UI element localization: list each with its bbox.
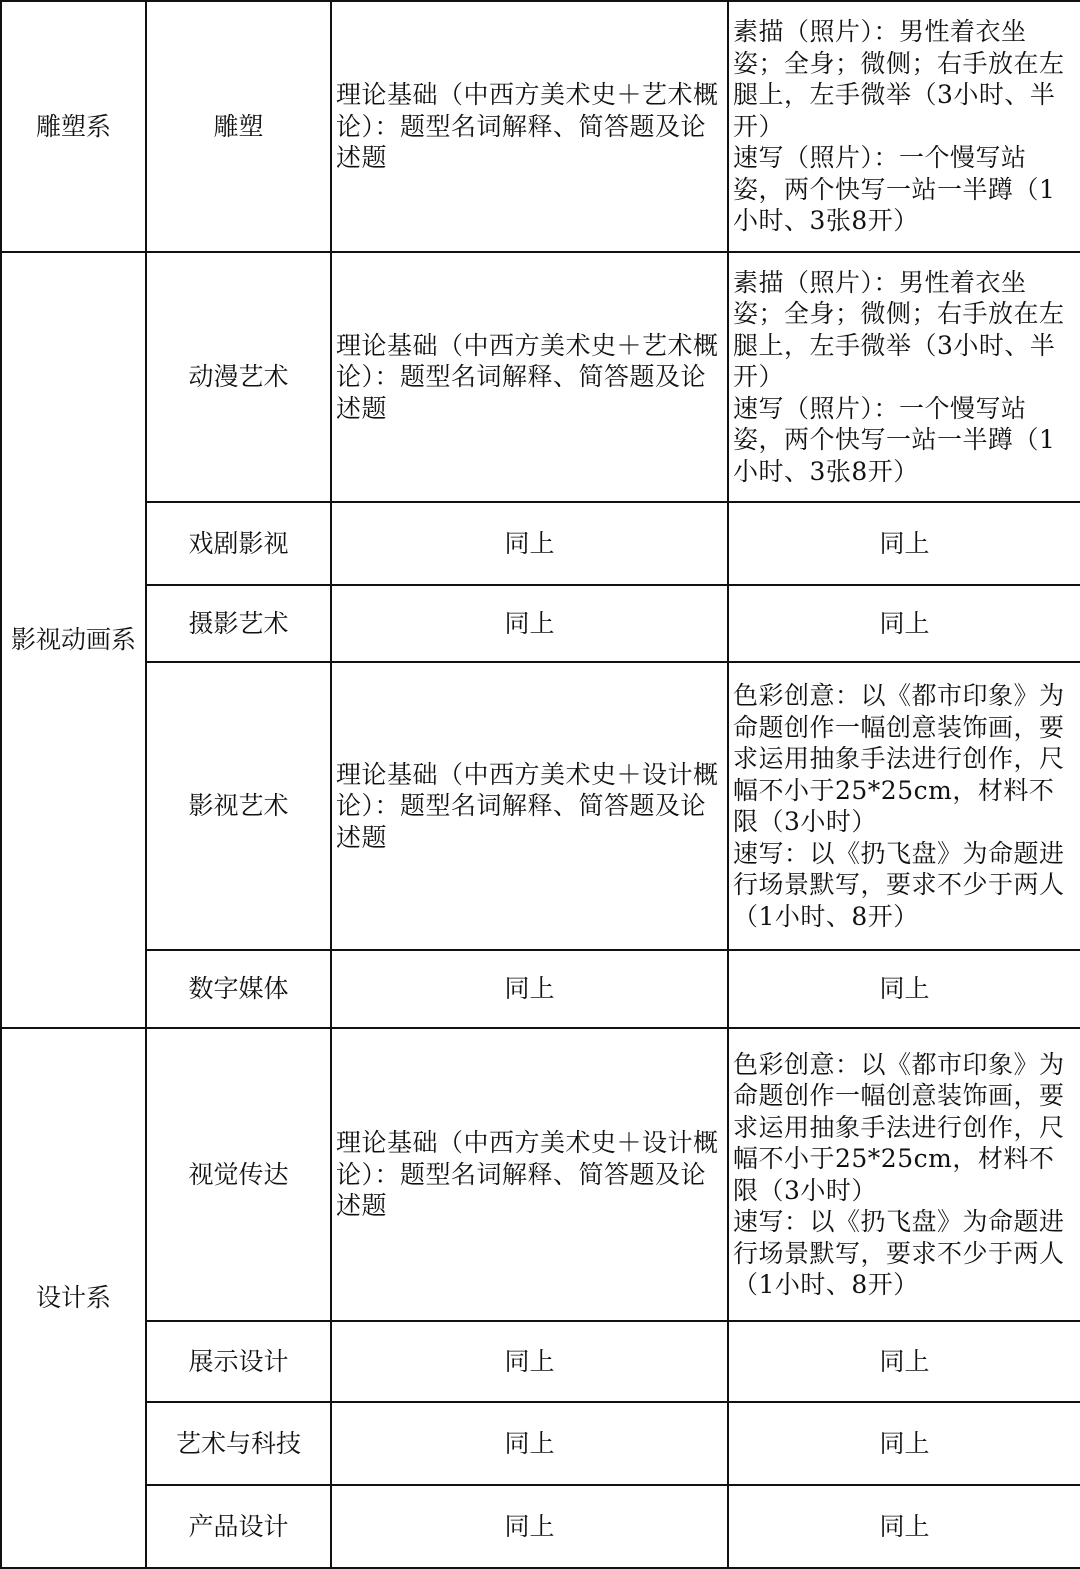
major-cell: 数字媒体 [146, 950, 331, 1028]
table-row [1, 585, 1080, 662]
exam-cell: 同上 [728, 1485, 1080, 1568]
table-row [1, 252, 1080, 502]
table-row [1, 1, 1080, 252]
exam-cell: 同上 [728, 1321, 1080, 1402]
exam-cell: 同上 [728, 585, 1080, 662]
major-cell: 戏剧影视 [146, 502, 331, 585]
exam-cell: 素描（照片）：男性着衣坐姿；全身；微侧；右手放在左腿上，左手微举（3小时、半开） 速写（照片）：一个慢写站姿，两个快写一站一半蹲（1小时、3张8开） [728, 1, 1080, 252]
table-row [1, 662, 1080, 950]
exam-cell: 素描（照片）：男性着衣坐姿；全身；微侧；右手放在左腿上，左手微举（3小时、半开） 速写（照片）：一个慢写站姿，两个快写一站一半蹲（1小时、3张8开） [728, 252, 1080, 502]
table-row [1, 1321, 1080, 1402]
exam-cell: 色彩创意：以《都市印象》为命题创作一幅创意装饰画，要求运用抽象手法进行创作，尺幅不小于25*25cm，材料不限（3小时） 速写：以《扔飞盘》为命题进行场景默写，要求不少于两人（1小时、8开） [728, 662, 1080, 950]
major-cell: 雕塑 [146, 1, 331, 252]
dept-cell: 雕塑系 [1, 1, 146, 252]
major-cell: 影视艺术 [146, 662, 331, 950]
table-row [1, 1485, 1080, 1568]
exam-cell: 同上 [728, 1402, 1080, 1485]
theory-cell: 同上 [331, 585, 728, 662]
exam-cell: 同上 [728, 950, 1080, 1028]
major-cell: 摄影艺术 [146, 585, 331, 662]
theory-cell: 理论基础（中西方美术史＋艺术概论）：题型名词解释、简答题及论述题 [331, 252, 728, 502]
theory-cell: 同上 [331, 1321, 728, 1402]
theory-cell: 同上 [331, 1485, 728, 1568]
theory-cell: 同上 [331, 950, 728, 1028]
dept-cell: 影视动画系 [1, 252, 146, 1028]
table-row [1, 950, 1080, 1028]
theory-cell: 同上 [331, 1402, 728, 1485]
theory-cell: 理论基础（中西方美术史＋艺术概论）：题型名词解释、简答题及论述题 [331, 1, 728, 252]
exam-cell: 同上 [728, 502, 1080, 585]
theory-cell: 理论基础（中西方美术史＋设计概论）：题型名词解释、简答题及论述题 [331, 662, 728, 950]
dept-cell: 设计系 [1, 1028, 146, 1568]
major-cell: 产品设计 [146, 1485, 331, 1568]
table-row [1, 502, 1080, 585]
table-row [1, 1402, 1080, 1485]
major-cell: 展示设计 [146, 1321, 331, 1402]
exam-cell: 色彩创意：以《都市印象》为命题创作一幅创意装饰画，要求运用抽象手法进行创作，尺幅不小于25*25cm，材料不限（3小时） 速写：以《扔飞盘》为命题进行场景默写，要求不少于两人（1小时、8开） [728, 1028, 1080, 1321]
major-cell: 动漫艺术 [146, 252, 331, 502]
theory-cell: 同上 [331, 502, 728, 585]
major-cell: 视觉传达 [146, 1028, 331, 1321]
major-cell: 艺术与科技 [146, 1402, 331, 1485]
theory-cell: 理论基础（中西方美术史＋设计概论）：题型名词解释、简答题及论述题 [331, 1028, 728, 1321]
table-row [1, 1028, 1080, 1321]
